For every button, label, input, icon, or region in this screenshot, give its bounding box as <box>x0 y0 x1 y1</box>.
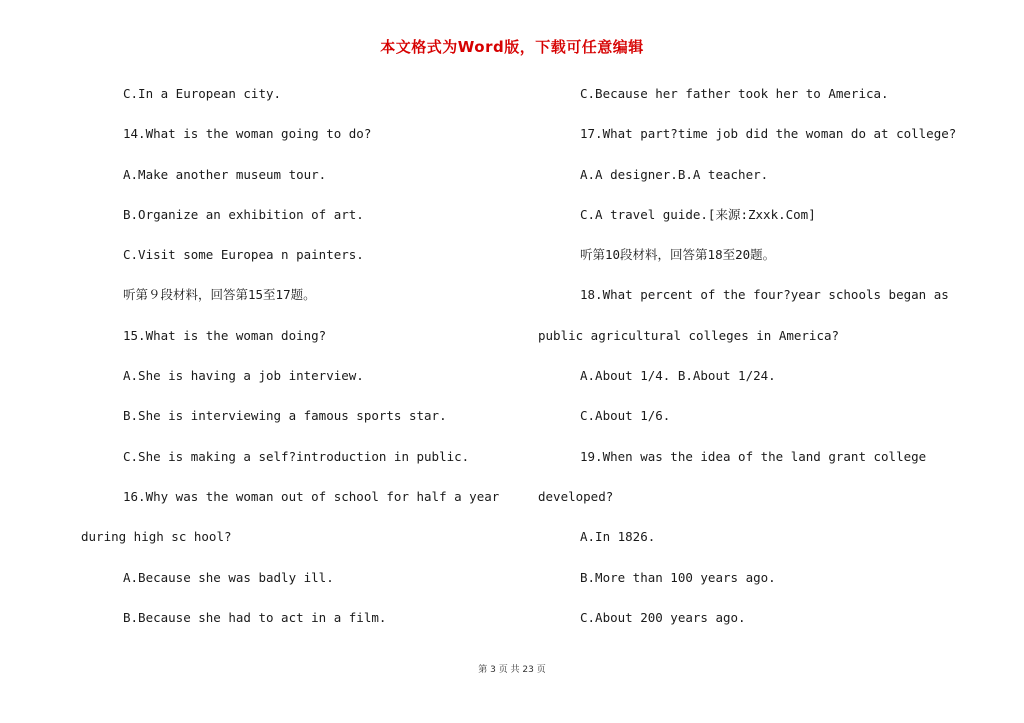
text-line: 听第９段材料，回答第15至17题。 <box>123 287 316 303</box>
text-line: 19.When was the idea of the land grant college <box>580 448 927 464</box>
text-line: A.About 1/4. B.About 1/24. <box>580 368 776 384</box>
text-line: B.She is interviewing a famous sports star. <box>123 408 447 424</box>
text-line: C.Visit some Europea n painters. <box>123 247 364 263</box>
text-line: A.Make another museum tour. <box>123 166 327 182</box>
text-line: 18.What percent of the four?year schools began as <box>580 287 949 303</box>
text-line: B.Organize an exhibition of art. <box>123 206 364 222</box>
text-line: developed? <box>538 488 614 504</box>
text-line: C.Because her father took her to America. <box>580 86 889 101</box>
text-line: A.She is having a job interview. <box>123 368 364 384</box>
left-column <box>81 80 521 644</box>
text-line: during high sc hool? <box>81 529 232 545</box>
text-line: C.About 1/6. <box>580 408 671 424</box>
text-line: 17.What part?time job did the woman do at college? <box>580 126 957 142</box>
document-header-title: 本文格式为Word版，下载可任意编辑 <box>380 38 644 56</box>
text-line: C.A travel guide.[来源:Zxxk.Com] <box>580 206 816 222</box>
text-line: 16.Why was the woman out of school for half a year <box>123 488 500 504</box>
page-number-footer: 第 3 页 共 23 页 <box>478 665 546 675</box>
text-line: 听第10段材料，回答第18至20题。 <box>580 247 776 263</box>
right-column <box>538 80 958 644</box>
text-line: public agricultural colleges in America? <box>538 327 840 343</box>
text-line: C.In a European city. <box>123 86 282 101</box>
text-line: C.About 200 years ago. <box>580 609 746 625</box>
text-line: C.She is making a self?introduction in public. <box>123 448 470 464</box>
text-line: A.A designer.B.A teacher. <box>580 166 769 182</box>
text-line: A.In 1826. <box>580 529 656 545</box>
text-line: 14.What is the woman going to do? <box>123 126 372 142</box>
text-line: B.More than 100 years ago. <box>580 569 776 585</box>
text-line: 15.What is the woman doing? <box>123 327 327 343</box>
text-line: B.Because she had to act in a film. <box>123 609 387 625</box>
text-line: A.Because she was badly ill. <box>123 569 334 585</box>
